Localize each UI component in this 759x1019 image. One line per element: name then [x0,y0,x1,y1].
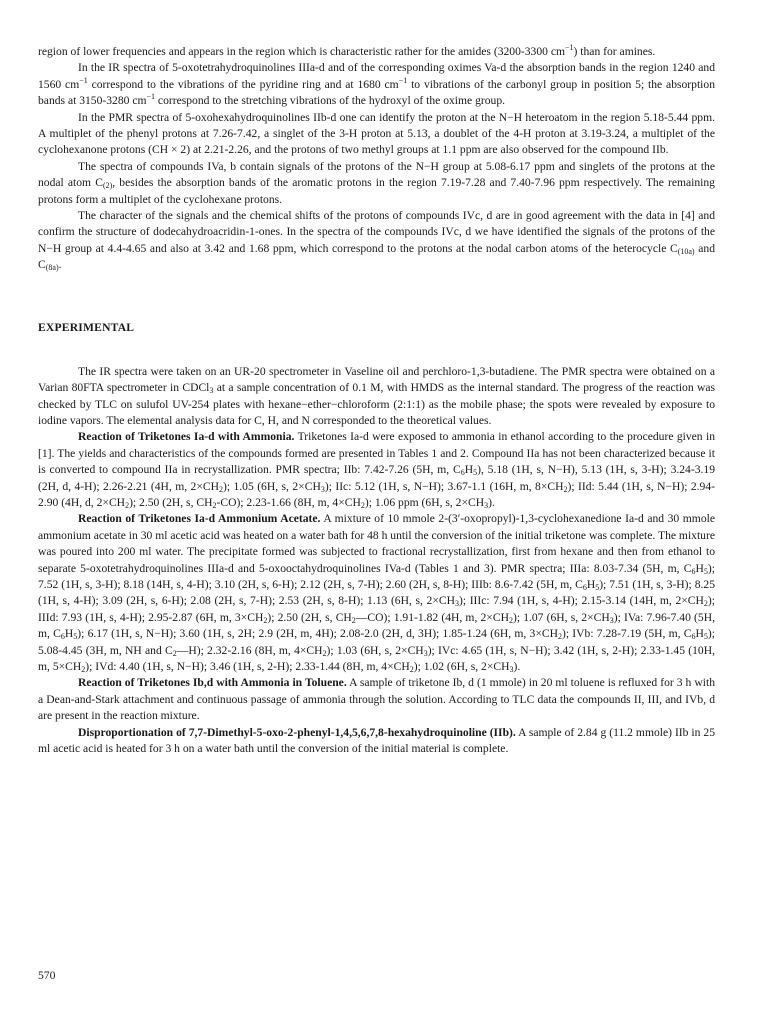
subscript: 3 [423,648,428,658]
text-run: ); 1.05 (6H, s, 2×CH [222,479,321,493]
text-run: -CO); 2.23-1.66 (8H, m, 4×CH [216,495,361,509]
text-run: A sample of 2.84 g (11.2 mmole) IIb in 25 ml acetic acid is heated for 3 h on a water bath until the conversion of the initial material is complete. [38,725,716,756]
text-run: ); 1.02 (6H, s, 2×CH [413,660,510,673]
text-run: ); 7.51 (1H, s, 3-H); 8.25 (1H, s, 4-H); 3.09 (2H, s, 6-H); 2.08 (2H, s, 7-H); 2.53 (2H, s, 8-H); 1.13 (6H, s, 2×CH [38,577,715,608]
subscript: (8a) [45,263,59,273]
text-run: A sample of triketone Ib, d (1 mmole) in 20 ml toluene is refluxed for 3 h with a Dean-and-Stark attachment and continuous passage of ammonia through the solution. According to TLC data the compounds II, III, and IVb, d are present in the reaction mixture. [38,676,715,723]
text-run: at a sample concentration of 0.1 M, with HMDS as the internal standard. The progress of the reaction was checked by TLC on sulufol UV-254 plates with hexane−ether−chloroform (2:1:1) as the mobile phase; the spots were revealed by exposure to iodine vapors. The elemental analysis data for C, H, and N corresponded to the theoretical values. [38,381,715,427]
paragraph [38,429,715,511]
superscript: −1 [79,75,88,85]
subscript: 2 [557,632,562,642]
text-run: region of lower frequencies and appears in the region which is characteristic rather for the amides (3200-3300 cm [38,45,565,58]
text-run: A mixture of 10 mmole 2-(3′-oxopropyl)-1,3-cyclohexanedione Ia-d and 30 mmole ammonium acetate in 30 ml acetic acid was heated on a water bath for 48 h until the conversion of the initial triketone was complete. The mixture was poured into 200 ml water. The precipitate formed was subjected to fractional recrystallization, first from hexane and then from ethanol to separate 5-oxotetrahydroquinolines IIIa-d and 5-oxooctahydroquinolines IVa-d (Tables 1 and 3). PMR spectra; IIIa: 8.03-7.34 (5H, m, C [38,512,715,575]
text-run: H [695,627,704,641]
subscript: 2 [351,615,356,625]
text-run: ); 1.03 (6H, s, 2×CH [326,643,424,657]
subscript: 3 [209,386,214,396]
text-run: —H); 2.32-2.16 (8H, m, 4×CH [176,643,323,657]
subscript: (10a) [677,246,695,256]
subscript: 2 [563,484,568,494]
paragraph [38,675,715,724]
text-run: The character of the signals and the chemical shifts of the protons of compounds IVc, d are in good agreement with the data in [4] and confirm the structure of dodecahydroacridin-1-ones. In the spectra of the compounds IVc, d we have identified the signals of the protons of the N−H group at 4.4-4.65 and also at 3.42 and 1.68 ppm, which correspond to the protons at the nodal carbon atoms of the heterocycle C [38,209,715,255]
subscript: 2 [212,500,217,510]
run-in-heading: Reaction of Triketones Ia-d Ammonium Acetate. [78,512,321,526]
text-run: ); IIIc: 7.94 (1H, s, 4-H); 2.15-3.14 (14H, m, 2×CH [458,594,704,608]
text-run: ); 2.50 (2H, s, CH [267,610,352,624]
subscript: 3 [454,599,459,609]
text-run: ); 7.52 (1H, s, 3-H); 8.18 (14H, s, 4-H); 3.10 (2H, s, 6-H); 2.12 (2H, s, 7-H); 2.60 (2H, s, 8-H); IIIb: 8.6-7.42 (5H, m, C [38,561,715,591]
subscript: 6 [691,566,696,576]
text-run: . [58,258,62,272]
subscript: 3 [320,484,325,494]
text-run: ); IVd: 4.40 (1H, s, N−H); 3.46 (1H, s, 2-H); 2.33-1.44 (8H, m, 4×CH [85,660,410,673]
subscript: 2 [360,500,365,510]
subscript: 2 [508,615,513,625]
text-run: ); 6.17 (1H, s, N−H); 3.60 (1H, s, 2H; 2.9 (2H, m, 4H); 2.08-2.0 (2H, d, 3H); 1.85-1.24 (6H, m, 3×CH [77,627,558,641]
subscript: 3 [609,615,614,625]
superscript: −1 [565,43,574,52]
text-run: ); 2.50 (2H, s, CH [129,495,213,509]
subscript: 2 [322,648,327,658]
text-run: In the PMR spectra of 5-oxohexahydroquinolines IIb-d one can identify the proton at the N−H heteroatom in the region 5.18-5.44 ppm. A multiplet of the phenyl protons at 7.26-7.42, a singlet of the 3-H proton at 5.13, a doublet of the 4-H proton at 3.19-3.24, a multiplet of the cyclohexanone protons (CH × 2) at 2.21-2.26, and the protons of two methyl groups at 1.1 ppm are also observed for the compound IIb. [38,110,715,157]
subscript: 2 [172,648,177,658]
superscript: −1 [146,92,156,102]
text-run: ). [488,495,495,509]
paragraph [38,159,715,208]
superscript: −1 [398,75,408,85]
text-run: ) than for amines. [573,45,656,58]
text-run: H [695,561,704,575]
paragraph [38,725,715,758]
paragraph [38,364,715,430]
text-run: ); 1.07 (6H, s, 2×CH [512,610,610,624]
text-run: In the IR spectra of 5-oxotetrahydroquinolines IIIa-d and of the corresponding oximes Va-d the absorption bands in the region 1240 and 1560 cm [38,61,715,91]
subscript: 5 [73,632,78,642]
text-run: H [464,463,474,477]
subscript: 6 [691,632,696,642]
text-run: to vibrations of the carbonyl group in position 5; the absorption bands at 3150-3280 cm [38,77,715,108]
text-run: The spectra of compounds IVa, b contain signals of the protons of the N−H group at 5.08-6.17 ppm and singlets of the protons at the nodal atom C [38,159,715,190]
text-run: and C [38,241,715,272]
text-run: ); IVb: 7.28-7.19 (5H, m, C [561,627,692,641]
text-run: The IR spectra were taken on an UR-20 spectrometer in Vaseline oil and perchloro-1,3-butadiene. The PMR spectra were obtained on a Varian 80FTA spectrometer in CDCl [38,364,715,395]
subscript: 6 [460,468,465,478]
subscript: 2 [125,500,130,510]
paragraph [38,60,715,109]
text-run: ). [513,660,521,673]
text-run: ), 5.18 (1H, s, N−H), 5.13 (1H, s, 3-H); 3.24-3.19 (2H, d, 4-H); 2.26-2.21 (4H, m, 2×CH [38,463,716,493]
subscript: 2 [218,484,223,494]
run-in-heading: Disproportionation of 7,7-Dimethyl-5-oxo-2-phenyl-1,4,5,6,7,8-hexahydroquinoline (IIb). [78,725,516,739]
subscript: 2 [409,665,414,674]
text-run: ); 5.08-4.45 (3H, m, NH and C [38,627,715,657]
text-run: ); IIc: 5.12 (1H, s, N−H); 3.67-1.1 (16H, m, 8×CH [324,479,564,493]
paragraph [38,511,715,675]
subscript: (2) [102,181,113,191]
subscript: 2 [703,599,708,609]
text-run: H [586,577,596,591]
subscript: 6 [582,582,587,592]
text-run: correspond to the vibrations of the pyridine ring and at 1680 cm [87,77,399,91]
text-run: ); IVa: 7.96-7.40 (5H, m, C [38,610,715,641]
section-heading: EXPERIMENTAL [38,320,135,334]
subscript: 5 [473,468,478,478]
text-run: ); 1.06 ppm (6H, s, 2×CH [364,495,485,509]
subscript: 5 [703,566,708,576]
paragraph [38,44,715,60]
text-run: H [64,627,74,641]
text-run: correspond to the stretching vibrations of the hydroxyl of the oxime group. [155,94,506,108]
paragraph [38,208,715,274]
page-body [38,44,715,757]
subscript: 3 [509,665,514,674]
text-run: ); IIId: 7.93 (1H, s, 4-H); 2.95-2.87 (6H, m, 3×CH [38,594,715,624]
subscript: 2 [263,615,268,625]
run-in-heading: Reaction of Triketones Ia-d with Ammonia. [78,430,295,444]
text-run: , besides the absorption bands of the aromatic protons in the region 7.19-7.28 and 7.40-7.96 ppm respectively. The remaining protons form a multiplet of the cyclohexane protons. [38,176,715,206]
subscript: 2 [81,665,86,674]
run-in-heading: Reaction of Triketones Ib,d with Ammonia in Toluene. [78,676,347,690]
paragraph [38,110,715,159]
subscript: 5 [595,582,600,592]
text-run: —CO); 1.91-1.82 (4H, m, 2×CH [355,610,509,624]
page-number: 570 [38,969,56,982]
subscript: 6 [60,632,65,642]
subscript: 3 [484,500,489,510]
subscript: 5 [703,632,708,642]
text-run: ); IId: 5.44 (1H, s, N−H); 2.94-2.90 (4H, d, 2×CH [38,479,716,509]
text-run: Triketones Ia-d were exposed to ammonia in ethanol according to the procedure given in [1]. The yields and characteristics of the compounds formed are presented in Tables 1 and 2. Compound IIa has not been characterized because it is converted to compound IIa in recrystallization. PMR spectra; IIb: 7.42-7.26 (5H, m, C [38,430,715,477]
text-run: ); IVc: 4.65 (1H, s, N−H); 3.42 (1H, s, 2-H); 2.33-1.45 (10H, m, 5×CH [38,643,716,673]
